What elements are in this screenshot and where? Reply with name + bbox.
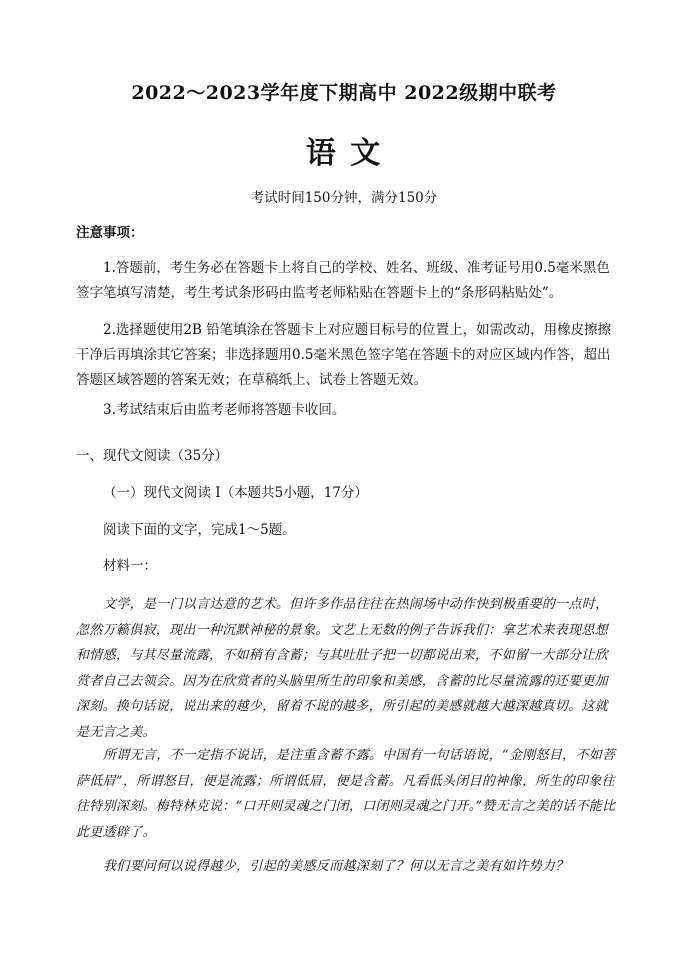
notice-heading: 注意事项： xyxy=(76,225,144,241)
material-paragraph-3: 我们要问何以说得越少，引起的美感反而越深刻了？何以无言之美有如许势力？ xyxy=(103,859,569,874)
notice-item-3: 3.考试结束后由监考老师将答题卡收回。 xyxy=(103,402,346,418)
subsection-heading: （一）现代文阅读 I（本题共5小题，17分） xyxy=(103,485,368,501)
notice-item-2: 2.选择题使用2B 铅笔填涂在答题卡上对应题目标号的位置上，如需改动，用橡皮擦擦干净后再填涂其它答案；非选择题用0.5毫米黑色签字笔在答题卡的对应区域内作答，超出答题区域答题的答案无效；在草稿纸上、试卷上答题无效。 xyxy=(76,322,612,388)
notice-item-1: 1.答题前，考生务必在答题卡上将自己的学校、姓名、班级、准考证号用0.5毫米黑色签字笔填写清楚，考生考试条形码由监考老师粘贴在答题卡上的“条形码粘贴处”。 xyxy=(76,260,610,301)
material-label: 材料一： xyxy=(103,558,157,574)
reading-instruction: 阅读下面的文字，完成1～5题。 xyxy=(103,522,296,538)
section-heading: 一、现代文阅读（35分） xyxy=(76,448,229,464)
subject-title: 语 文 xyxy=(305,136,383,171)
exam-title: 2022～2023学年度下期高中 2022级期中联考 xyxy=(131,82,557,104)
material-paragraph-2: 所谓无言，不一定指不说话，是注重含蓄不露。中国有一句话语说，“金刚怒目，不如菩萨低眉”，所谓怒目，便是流露；所谓低眉，便是含蓄。凡看低头闭目的神像，所生的印象往往特别深刻。梅特林克说：“口开则灵魂之门闭，口闭则灵魂之门开。”赞无言之美的话不能比此更透辟了。 xyxy=(76,748,616,840)
exam-info: 考试时间150分钟，满分150分 xyxy=(250,190,438,206)
material-paragraph-1: 文学，是一门以言达意的艺术。但许多作品往往在热闹场中动作快到极重要的一点时，忽然万籁俱寂，现出一种沉默神秘的景象。文艺上无数的例子告诉我们：拿艺术来表现思想和情感，与其尽量流露，不如稍有含蓄；与其吐肚子把一切都说出来，不如留一大部分让欣赏者自己去领会。因为在欣赏者的头脑里所生的印象和美感，含蓄的比尽量流露的还要更加深刻。换句话说，说出来的越少，留着不说的越多，所引起的美感就越大越深越真切。这就是无言之美。 xyxy=(76,597,609,740)
